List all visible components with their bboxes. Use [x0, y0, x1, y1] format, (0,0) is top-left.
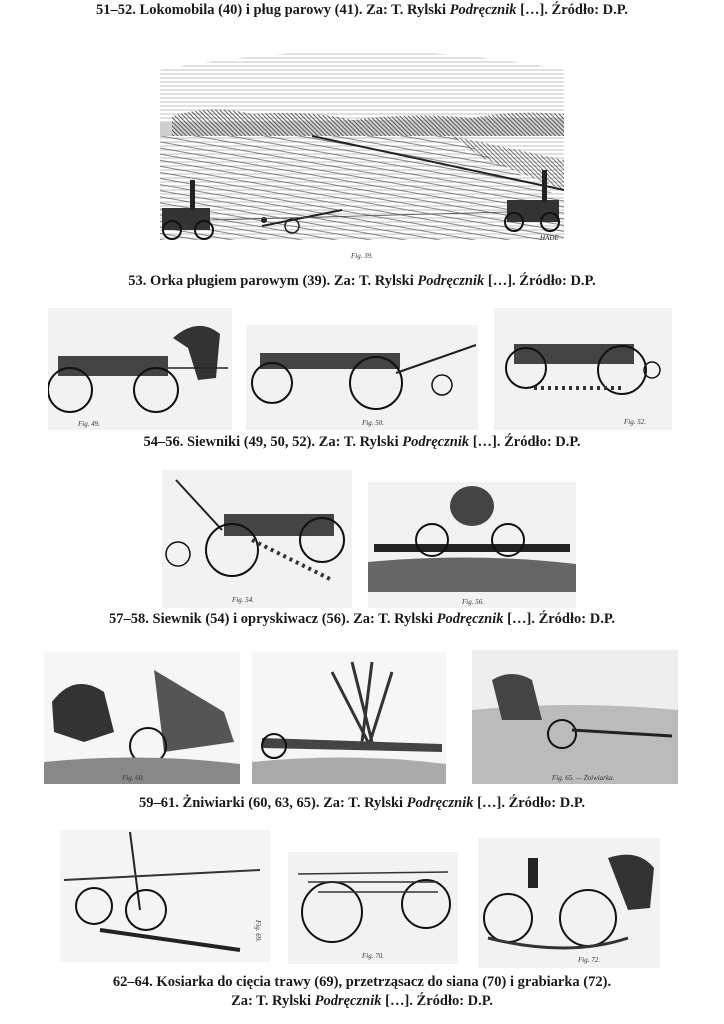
fig-49-label: Fig. 49.	[78, 420, 100, 428]
fig-50-label: Fig. 50.	[362, 419, 384, 427]
caption-59-61: 59–61. Żniwiarki (60, 63, 65). Za: T. Rylski Podręcznik […]. Źródło: D.P.	[139, 795, 585, 811]
engraving-mower-69	[60, 830, 270, 962]
reaper-63-illustration	[252, 652, 446, 784]
engraving-sprayer-56	[368, 482, 576, 608]
seed-drill-54-illustration	[162, 470, 352, 608]
fig-70-label: Fig. 70.	[362, 952, 384, 960]
fig-52-label: Fig. 52.	[624, 418, 646, 426]
rake-72-illustration	[478, 838, 660, 968]
fig-65-label: Fig. 65. — Żniwiarka.	[552, 774, 615, 782]
seed-drill-49-illustration	[48, 308, 232, 430]
engraving-rake-72	[478, 838, 660, 968]
reaper-65-illustration	[472, 650, 678, 784]
fig-72-label: Fig. 72.	[578, 956, 600, 964]
engraver-signature: HADE	[540, 234, 559, 242]
engraving-seed-drill-50	[246, 325, 478, 430]
engraving-reaper-65	[472, 650, 678, 784]
fig-69-label: Fig. 69.	[254, 920, 262, 942]
caption-54-56: 54–56. Siewniki (49, 50, 52). Za: T. Rylski Podręcznik […]. Źródło: D.P.	[143, 434, 581, 450]
caption-62-64-line2: Za: T. Rylski Podręcznik […]. Źródło: D.P.	[231, 993, 493, 1009]
fig-60-label: Fig. 60.	[122, 774, 144, 782]
fig-54-label: Fig. 54.	[232, 596, 254, 604]
fig-56-label: Fig. 56.	[462, 598, 484, 606]
caption-57-58: 57–58. Siewnik (54) i opryskiwacz (56). Za: T. Rylski Podręcznik […]. Źródło: D.P.	[109, 611, 615, 627]
seed-drill-52-illustration	[494, 308, 672, 430]
steam-ploughing-illustration	[152, 40, 572, 262]
engraving-tedder-70	[288, 852, 458, 964]
reaper-60-illustration	[44, 652, 240, 784]
engraving-seed-drill-52	[494, 308, 672, 430]
mower-69-illustration	[60, 830, 270, 962]
engraving-seed-drill-49	[48, 308, 232, 430]
tedder-70-illustration	[288, 852, 458, 964]
caption-51-52: 51–52. Lokomobila (40) i pług parowy (41). Za: T. Rylski Podręcznik […]. Źródło: D.P.	[96, 2, 628, 18]
fig-39-label: Fig. 39.	[351, 252, 373, 260]
engraving-reaper-60	[44, 652, 240, 784]
engraving-seed-drill-54	[162, 470, 352, 608]
caption-53: 53. Orka pługiem parowym (39). Za: T. Rylski Podręcznik […]. Źródło: D.P.	[128, 273, 596, 289]
caption-62-64-line1: 62–64. Kosiarka do cięcia trawy (69), przetrząsacz do siana (70) i grabiarka (72).	[112, 974, 612, 990]
engraving-reaper-63	[252, 652, 446, 784]
sprayer-56-illustration	[368, 482, 576, 608]
engraving-steam-ploughing	[152, 40, 572, 262]
seed-drill-50-illustration	[246, 325, 478, 430]
